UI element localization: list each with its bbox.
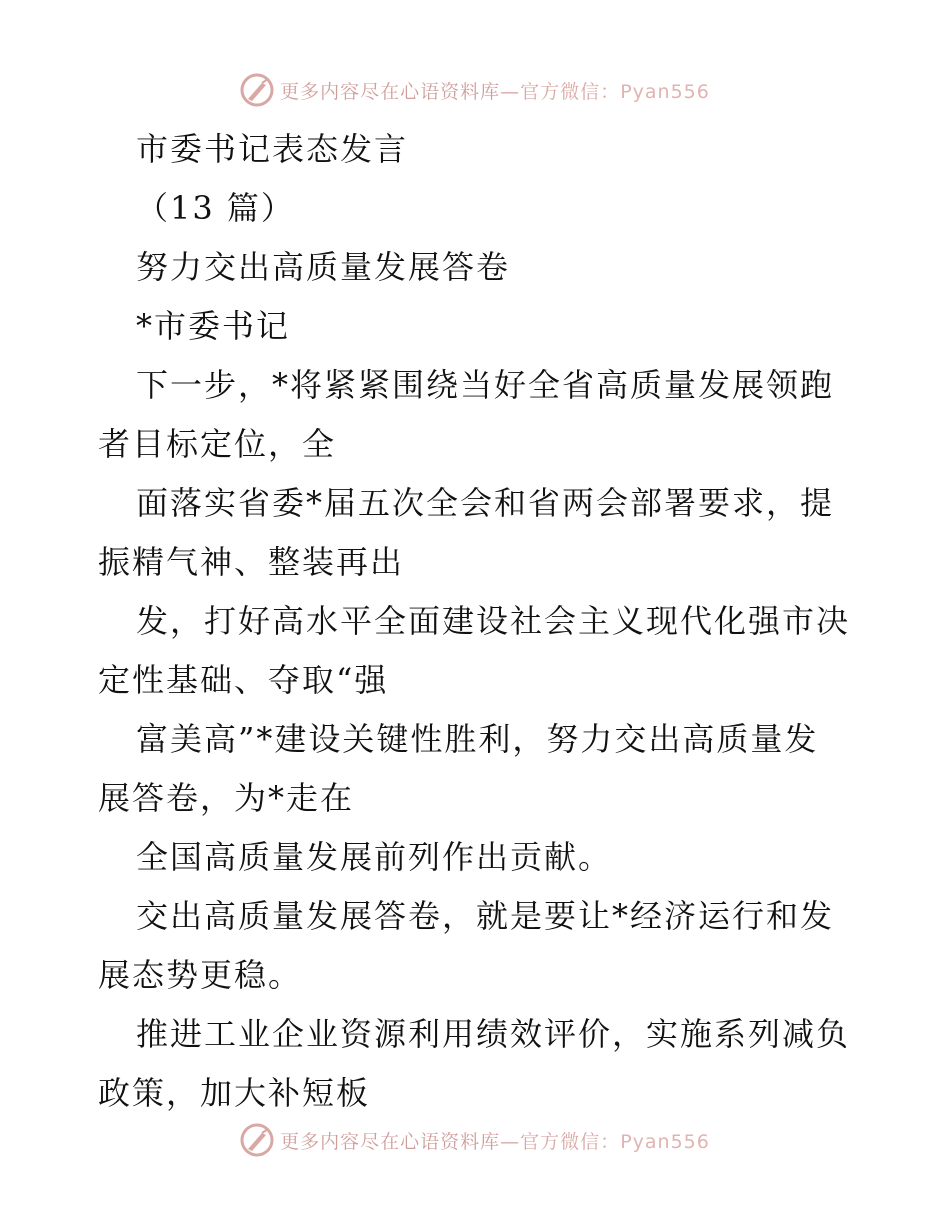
watermark-lead: 更多内容尽在心语资料库 <box>280 80 501 103</box>
watermark-tail: 官方微信： <box>520 80 621 103</box>
doc-title: 市委书记表态发言 <box>136 130 409 168</box>
text-line: 者目标定位，全 <box>98 425 337 463</box>
text-line: 政策，加大补短板 <box>98 1074 371 1112</box>
document-body <box>98 120 858 1123</box>
watermark-text <box>280 1127 710 1154</box>
text-line: 振精气神、整装再出 <box>98 543 405 581</box>
article-title: 努力交出高质量发展答卷 <box>136 248 511 286</box>
watermark-lead: 更多内容尽在心语资料库 <box>280 1130 501 1153</box>
watermark-handle: Pyan556 <box>620 1130 710 1153</box>
watermark-dash: — <box>500 1130 521 1153</box>
text-line: 展态势更稳。 <box>98 956 303 994</box>
watermark-footer <box>0 1120 950 1160</box>
watermark-text <box>280 77 710 104</box>
watermark-header <box>0 70 950 110</box>
text-line: 下一步，*将紧紧围绕当好全省高质量发展领跑 <box>136 366 835 404</box>
text-line: 发，打好高水平全面建设社会主义现代化强市决 <box>136 602 851 640</box>
text-line: 展答卷，为*走在 <box>98 779 355 817</box>
text-line: 面落实省委*届五次全会和省两会部署要求，提 <box>136 484 835 522</box>
watermark-handle: Pyan556 <box>620 80 710 103</box>
doc-count: （13 篇） <box>136 189 295 227</box>
text-line: 推进工业企业资源利用绩效评价，实施系列减负 <box>136 1015 851 1053</box>
watermark-tail: 官方微信： <box>520 1130 621 1153</box>
quill-logo-icon <box>240 1123 274 1157</box>
quill-logo-icon <box>240 73 274 107</box>
text-line: 富美高”*建设关键性胜利，努力交出高质量发 <box>136 720 819 758</box>
text-line: 全国高质量发展前列作出贡献。 <box>136 838 613 876</box>
text-line: 交出高质量发展答卷，就是要让*经济运行和发 <box>136 897 835 935</box>
text-line: 定性基础、夺取“强 <box>98 661 389 699</box>
article-author: *市委书记 <box>136 307 291 345</box>
watermark-dash: — <box>500 80 521 103</box>
